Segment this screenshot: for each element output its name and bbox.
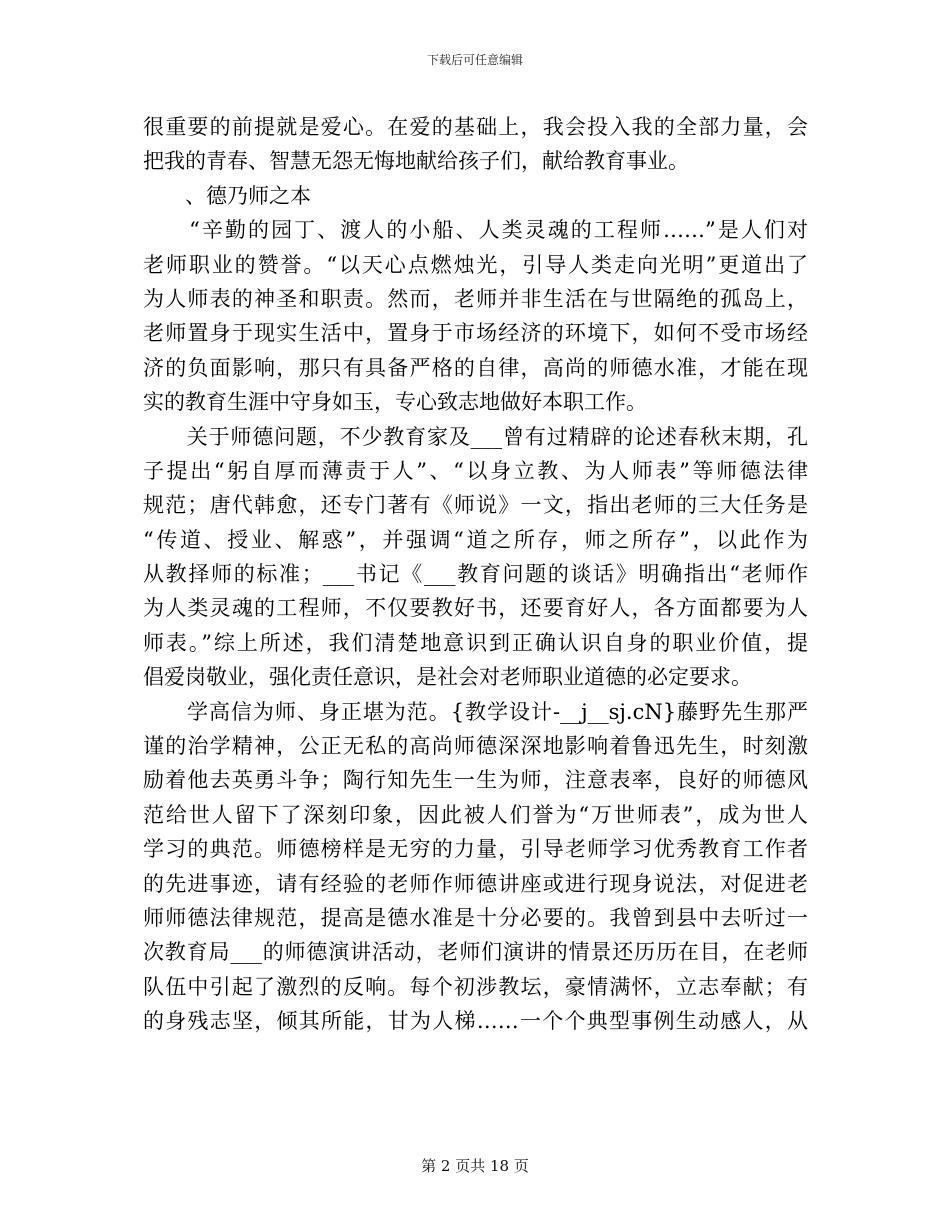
body-line: 谨的治学精神，公正无私的高尚师德深深地影响着鲁迅先生，时刻激 (143, 734, 808, 759)
body-line: 的身残志坚，倾其所能，甘为人梯……一个个典型事例生动感人，从 (143, 1009, 808, 1034)
page-number: 第 2 页共 18 页 (421, 1157, 529, 1175)
body-line: 倡爱岗敬业，强化责任意识，是社会对老师职业道德的必定要求。 (143, 665, 752, 690)
body-line: 规范；唐代韩愈，还专门著有《师说》一文，指出老师的三大任务是 (143, 493, 808, 518)
body-line: 范给世人留下了深刻印象，因此被人们誉为“万世师表”，成为世人 (143, 802, 808, 827)
body-line: 济的负面影响，那只有具备严格的自律，高尚的师德水准，才能在现 (143, 355, 808, 380)
body-line: 师师德法律规范，提高是德水准是十分必要的。我曾到县中去听过一 (143, 905, 808, 930)
body-line: 的先进事迹，请有经验的老师作师德讲座或进行现身说法，对促进老 (143, 871, 808, 896)
body-line: 实的教育生涯中守身如玉，专心致志地做好本职工作。 (143, 390, 647, 415)
page-header: 下载后可任意编辑 (426, 53, 523, 67)
body-line: 励着他去英勇斗争；陶行知先生一生为师，注意表率，良好的师德风 (143, 768, 808, 793)
body-line: 关于师德问题，不少教育家及___曾有过精辟的论述春秋末期，孔 (143, 424, 808, 449)
body-line: 队伍中引起了激烈的反响。每个初涉教坛，豪情满怀，立志奉献；有 (143, 974, 808, 999)
body-line: 学习的典范。师德榜样是无穷的力量，引导老师学习优秀教育工作者 (143, 837, 808, 862)
body-line: 为人类灵魂的工程师，不仅要教好书，还要育好人，各方面都要为人 (143, 596, 808, 621)
body-line: 从教择师的标准；___书记《___教育问题的谈话》明确指出“老师作 (143, 562, 808, 587)
document-body (143, 110, 808, 1039)
body-line: “辛勤的园丁、渡人的小船、人类灵魂的工程师……”是人们对 (143, 218, 808, 243)
body-line: 老师置身于现实生活中，置身于市场经济的环境下，如何不受市场经 (143, 321, 808, 346)
body-line: 把我的青春、智慧无怨无悔地献给孩子们，献给教育事业。 (143, 149, 689, 174)
body-line: 子提出“躬自厚而薄责于人”、“以身立教、为人师表”等师德法律 (143, 458, 808, 483)
section-heading: 、德乃师之本 (143, 183, 311, 208)
body-line: 为人师表的神圣和职责。然而，老师并非生活在与世隔绝的孤岛上， (143, 286, 808, 311)
body-line: 次教育局___的师德演讲活动，老师们演讲的情景还历历在目，在老师 (143, 940, 808, 965)
body-line: 师表。”综上所述，我们清楚地意识到正确认识自身的职业价值，提 (143, 630, 808, 655)
body-line: 老师职业的赞誉。“以天心点燃烛光，引导人类走向光明”更道出了 (143, 252, 808, 277)
body-line: 学高信为师、身正堪为范。{教学设计-__j__sj.cN}藤野先生那严 (143, 699, 808, 724)
body-line: 很重要的前提就是爱心。在爱的基础上，我会投入我的全部力量，会 (143, 115, 808, 139)
body-line: “传道、授业、解惑”，并强调“道之所存，师之所存”，以此作为 (143, 527, 808, 552)
